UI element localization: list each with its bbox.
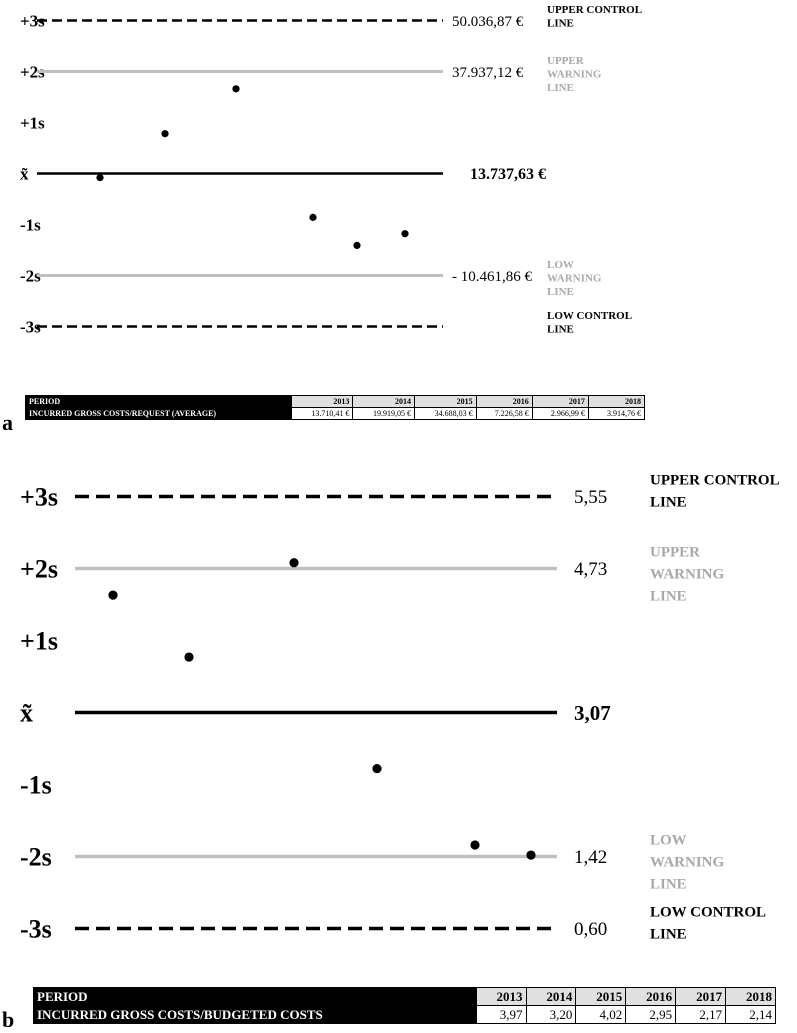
control-chart-a: [0, 0, 797, 440]
level-label-minus3s: -3s: [20, 317, 41, 337]
table-a-year: 2014: [353, 396, 415, 408]
line-name-label: UPPER CONTROL: [547, 4, 643, 17]
data-point-2018: [526, 850, 535, 859]
table-a-row-label: INCURRED GROSS COSTS/REQUEST (AVERAGE): [26, 408, 292, 420]
level-label-plus3s: +3s: [20, 11, 45, 31]
table-a-year: 2016: [476, 396, 532, 408]
table-a-year: 2015: [414, 396, 476, 408]
line-name-label: LINE: [650, 926, 687, 943]
level-label-minus2s: -2s: [20, 266, 41, 286]
table-a-year: 2018: [588, 396, 644, 408]
line-name-label: UPPER CONTROL: [650, 472, 780, 489]
table-a-year: 2017: [532, 396, 588, 408]
table-b-value: 3,20: [526, 1006, 576, 1024]
data-point-2018: [401, 230, 408, 237]
table-a-header-row: [26, 396, 645, 408]
table-a-value: 3.914,76 €: [588, 408, 644, 420]
table-b-year: 2013: [476, 988, 526, 1006]
data-point-2015: [289, 558, 298, 567]
level-label-plus1s: +1s: [20, 626, 58, 656]
limit-value-label: - 10.461,86 €: [452, 268, 532, 285]
mean-value-label: 13.737,63 €: [470, 166, 546, 184]
table-b-value: 2,17: [676, 1006, 726, 1024]
limit-value-label: 1,42: [574, 847, 608, 869]
level-label-minus2s: -2s: [20, 842, 52, 872]
panel-tag-a: a: [2, 410, 13, 435]
limit-value-label: 37.937,12 €: [452, 64, 524, 81]
level-label-plus2s: +2s: [20, 62, 45, 82]
table-b-year: 2017: [676, 988, 726, 1006]
line-name-label: LINE: [547, 286, 574, 299]
table-a-year: 2013: [291, 396, 353, 408]
mean-value-label: 3,07: [574, 700, 611, 725]
line-name-label: LOW: [650, 832, 687, 849]
table-a-value: 2.966,99 €: [532, 408, 588, 420]
table-b-row-label: INCURRED GROSS COSTS/BUDGETED COSTS: [34, 1006, 477, 1024]
table-b-value: 2,95: [626, 1006, 676, 1024]
level-label-plus2s: +2s: [20, 554, 58, 584]
level-label-minus3s: -3s: [20, 914, 52, 944]
panel-tag-b: b: [2, 1007, 15, 1032]
line-name-label: WARNING: [650, 854, 725, 871]
limit-value-label: 50.036,87 €: [452, 13, 524, 30]
table-a-value-row: [26, 408, 645, 420]
data-point-2016: [372, 764, 381, 773]
limit-value-label: 5,55: [574, 487, 608, 509]
control-chart-b-plot: [0, 470, 797, 980]
line-name-label: WARNING: [547, 68, 602, 81]
table-b-year: 2016: [626, 988, 676, 1006]
data-table-a: [25, 395, 645, 420]
data-point-2017: [470, 840, 479, 849]
table-b-value: 4,02: [576, 1006, 626, 1024]
level-label-plus1s: +1s: [20, 113, 45, 133]
line-name-label: LINE: [547, 323, 574, 336]
data-point-2014: [161, 130, 168, 137]
data-point-2015: [232, 85, 239, 92]
table-b-year: 2014: [526, 988, 576, 1006]
table-b-period-label: PERIOD: [34, 988, 477, 1006]
level-label-mean: x̃: [20, 698, 33, 728]
level-label-minus1s: -1s: [20, 770, 52, 800]
table-b-value-row: [34, 1006, 776, 1024]
line-name-label: LINE: [650, 494, 687, 511]
line-name-label: LINE: [547, 17, 574, 30]
table-a-value: 19.919,05 €: [353, 408, 415, 420]
table-b-value: 2,14: [726, 1006, 776, 1024]
line-name-label: UPPER: [547, 55, 584, 68]
line-name-label: UPPER: [650, 544, 700, 561]
line-name-label: LINE: [547, 82, 574, 95]
limit-value-label: 4,73: [574, 559, 608, 581]
level-label-minus1s: -1s: [20, 215, 41, 235]
table-b-value: 3,97: [476, 1006, 526, 1024]
table-b-year: 2015: [576, 988, 626, 1006]
limit-value-label: 0,60: [574, 919, 608, 941]
line-name-label: LINE: [650, 876, 687, 893]
data-point-2014: [184, 652, 193, 661]
data-table-b: [33, 987, 776, 1024]
table-b-year: 2018: [726, 988, 776, 1006]
data-point-2013: [108, 591, 117, 600]
table-a-period-label: PERIOD: [26, 396, 292, 408]
table-a-value: 13.710,41 €: [291, 408, 353, 420]
line-name-label: LOW CONTROL: [650, 904, 766, 921]
line-name-label: WARNING: [547, 272, 602, 285]
table-a-value: 34.688,03 €: [414, 408, 476, 420]
data-point-2017: [353, 242, 360, 249]
line-name-label: LOW: [547, 259, 574, 272]
control-chart-b: [0, 470, 797, 1032]
line-name-label: LOW CONTROL: [547, 310, 633, 323]
data-point-2013: [96, 174, 103, 181]
table-b-header-row: [34, 988, 776, 1006]
line-name-label: WARNING: [650, 566, 725, 583]
line-name-label: LINE: [650, 588, 687, 605]
level-label-mean: x̃: [20, 164, 29, 184]
table-a-value: 7.226,58 €: [476, 408, 532, 420]
control-chart-a-plot: [0, 0, 797, 390]
data-point-2016: [309, 214, 316, 221]
level-label-plus3s: +3s: [20, 482, 58, 512]
